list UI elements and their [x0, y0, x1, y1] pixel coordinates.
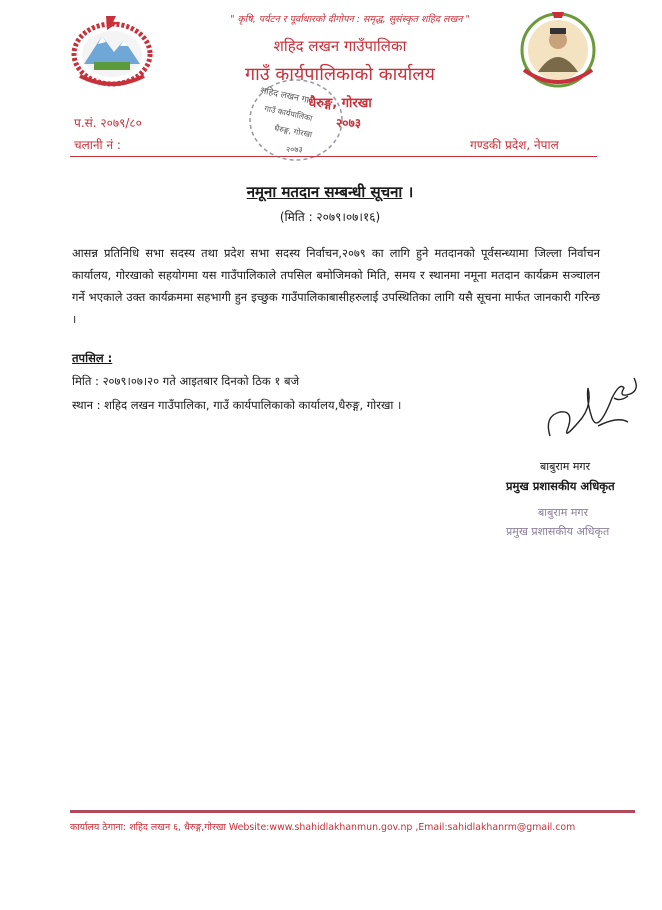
office-seal-stamp — [244, 74, 348, 166]
stamp-line-1: शहिद लखन गा — [259, 85, 310, 107]
portrait-emblem-icon — [516, 10, 600, 88]
notice-title-text: नमूना मतदान सम्बन्धी सूचना — [246, 183, 403, 201]
tapasil-date: मिति : २०७९।०७।२० गते आइतबार दिनको ठिक १ बजे — [72, 374, 300, 388]
province-label: गण्डकी प्रदेश, नेपाल — [470, 138, 559, 152]
signatory-name: बाबुराम मगर — [540, 460, 591, 473]
notice-title-end: । — [407, 183, 414, 201]
stamp-line-2: गाउँ कार्यपालिका — [263, 104, 314, 123]
tapasil-heading: तपसिल : — [72, 351, 113, 365]
footer-contact: कार्यालय ठेगाना: शहिद लखन ६, धैरुङ्ग,गोरखा Website:www.shahidlakhanmun.gov.np ,Email:sahidlakhanrm@gmail.com — [70, 822, 576, 833]
stamp-line-3: धैरुङ्ग, गोरखा — [273, 123, 313, 140]
signatory-stamp-name: बाबुराम मगर — [538, 506, 589, 519]
notice-body: आसन्न प्रतिनिधि सभा सदस्य तथा प्रदेश सभा सदस्य निर्वाचन,२०७९ का लागि हुने मतदानको पूर्वसन्ध्यामा जिल्ला निर्वाचन कार्यालय, गोरखाको सहयोगमा यस गाउँपालिकाले तपसिल बमोजिमको मिति, समय र स्थानमा नमूना मतदान कार्यक्रम सञ्चालन गर्ने भएकाले उक्त कार्यक्रममा सहभागी हुन इच्छुक गाउँपालिकाबासीहरुलाई उपस्थितिका लागि यसै सूचना मार्फत जानकारी गरिन्छ । — [72, 246, 600, 326]
stamp-line-4: २०७३ — [286, 145, 303, 154]
nepal-emblem-icon — [70, 14, 154, 88]
signatory-title: प्रमुख प्रशासकीय अधिकृत — [506, 479, 615, 493]
office-address: धैरुङ्ग, गोरखा — [308, 96, 372, 111]
notice-date: (मिति : २०७९।०७।१६) — [279, 210, 381, 224]
footer-divider — [70, 810, 635, 813]
dispatch-number: चलानी नं : — [74, 138, 121, 152]
signature-icon — [540, 366, 650, 458]
notice-title — [160, 182, 500, 202]
municipality-name: शहिद लखन गाउँपालिका — [273, 37, 407, 55]
fiscal-year: प.सं. २०७९/८० — [74, 116, 142, 130]
tapasil-place: स्थान : शहिद लखन गाउँपालिका, गाउँ कार्यपालिकाको कार्यालय,धैरुङ्ग, गोरखा । — [72, 398, 402, 412]
signatory-stamp-title: प्रमुख प्रशासकीय अधिकृत — [506, 525, 610, 538]
established-year: २०७३ — [336, 116, 361, 130]
office-name: गाउँ कार्यपालिकाको कार्यालय — [245, 64, 435, 85]
header-slogan: " कृषि, पर्यटन र पूर्वाधारको दीगोपन : समृद्ध, सुसंस्कृत शहिद लखन " — [230, 14, 470, 25]
